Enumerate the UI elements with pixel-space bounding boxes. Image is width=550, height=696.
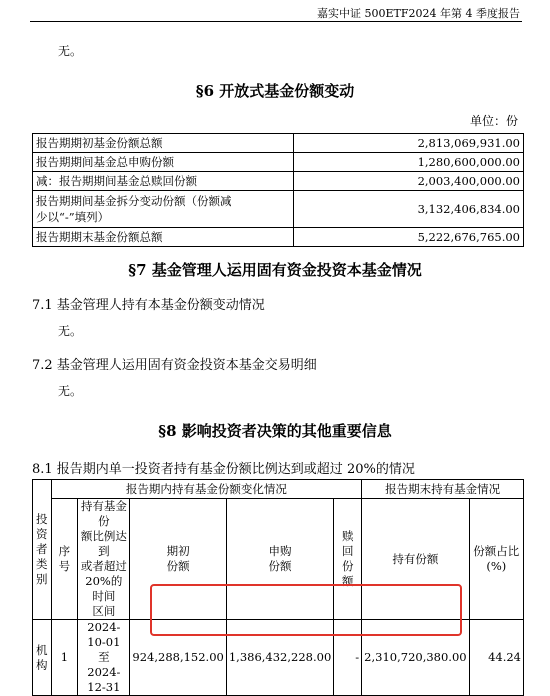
cell-char: 机 — [36, 642, 48, 657]
section6-title: §6 开放式基金份额变动 — [195, 82, 355, 100]
row-value: 5,222,676,765.00 — [294, 228, 524, 247]
section72-text: 无。 — [58, 384, 83, 398]
cell-purchase-shares: 1,386,432,228.00 — [226, 620, 333, 696]
cell-line: 2024-10-01 — [87, 620, 121, 649]
header-line: 份额 — [341, 559, 354, 588]
table-row — [33, 228, 524, 247]
cell-char: 构 — [36, 657, 48, 672]
row-value: 2,003,400,000.00 — [294, 172, 524, 191]
header-line: 申购 — [268, 544, 292, 558]
table-row — [33, 172, 524, 191]
cell-held-shares: 2,310,720,380.00 — [362, 620, 469, 696]
report-title: 嘉实中证 500ETF2024 年第 4 季度报告 — [317, 7, 520, 20]
row-label: 报告期期初基金份额总额 — [33, 134, 294, 153]
section72-title: 7.2 基金管理人运用固有资金投资本基金交易明细 — [32, 358, 317, 373]
header-line: 区间 — [92, 604, 116, 618]
row-value: 2,813,069,931.00 — [294, 134, 524, 153]
header-line: (%) — [486, 559, 507, 573]
section71-text: 无。 — [58, 324, 83, 338]
table-row — [33, 134, 524, 153]
header-period — [78, 499, 130, 620]
row-label — [33, 191, 294, 228]
none-text: 无。 — [58, 44, 83, 58]
highlight-box — [150, 584, 462, 636]
section71-title: 7.1 基金管理人持有本基金份额变动情况 — [32, 298, 265, 313]
header-char: 者 — [36, 542, 48, 556]
header-line: 20%的时间 — [85, 574, 123, 603]
share-change-table — [32, 133, 524, 247]
table-row — [33, 191, 524, 228]
cell-share-ratio: 44.24 — [469, 620, 523, 696]
cell-redeem-shares: - — [334, 620, 362, 696]
section7-title: §7 基金管理人运用固有资金投资本基金情况 — [128, 261, 422, 279]
row-label: 报告期期间基金总申购份额 — [33, 153, 294, 172]
cell-seq: 1 — [51, 620, 78, 696]
header-divider — [30, 21, 522, 22]
header-line: 持有基金份 — [80, 499, 127, 528]
cell-start-shares: 924,288,152.00 — [130, 620, 226, 696]
row-label-line: 报告期期间基金拆分变动份额（份额减 — [36, 194, 232, 208]
header-line: 份额 — [166, 559, 190, 573]
section8-title: §8 影响投资者决策的其他重要信息 — [158, 422, 392, 440]
header-char: 别 — [36, 572, 48, 586]
cell-period — [78, 620, 130, 696]
header-line: 份额 — [268, 559, 292, 573]
header-char: 资 — [36, 527, 48, 541]
unit-label: 单位：份 — [469, 114, 518, 128]
table-header-row — [33, 480, 524, 499]
header-group-left: 报告期内持有基金份额变化情况 — [51, 480, 362, 499]
header-investor-type — [33, 480, 52, 620]
cell-investor-type — [33, 620, 52, 696]
cell-line: 至 — [98, 650, 110, 664]
header-line: 赎回 — [341, 529, 354, 558]
header-char: 类 — [36, 557, 48, 571]
header-group-right: 报告期末持有基金情况 — [362, 480, 524, 499]
header-seq: 序号 — [51, 499, 78, 620]
row-value: 3,132,406,834.00 — [294, 191, 524, 228]
header-line: 额比例达到 — [80, 529, 127, 558]
header-line: 期初 — [166, 544, 190, 558]
header-held-shares: 持有份额 — [362, 499, 469, 620]
row-value: 1,280,600,000.00 — [294, 153, 524, 172]
header-share-ratio — [469, 499, 523, 620]
row-label: 减：报告期期间基金总赎回份额 — [33, 172, 294, 191]
row-label: 报告期期末基金份额总额 — [33, 228, 294, 247]
table-row — [33, 153, 524, 172]
section81-title: 8.1 报告期内单一投资者持有基金份额比例达到或超过 20%的情况 — [32, 462, 415, 477]
header-char: 投 — [36, 512, 48, 526]
page-header — [0, 0, 550, 22]
header-line: 份额占比 — [473, 544, 520, 558]
row-label-line: 少以“-”填列） — [36, 210, 110, 224]
header-line: 或者超过 — [80, 559, 127, 573]
cell-line: 2024-12-31 — [87, 665, 121, 694]
